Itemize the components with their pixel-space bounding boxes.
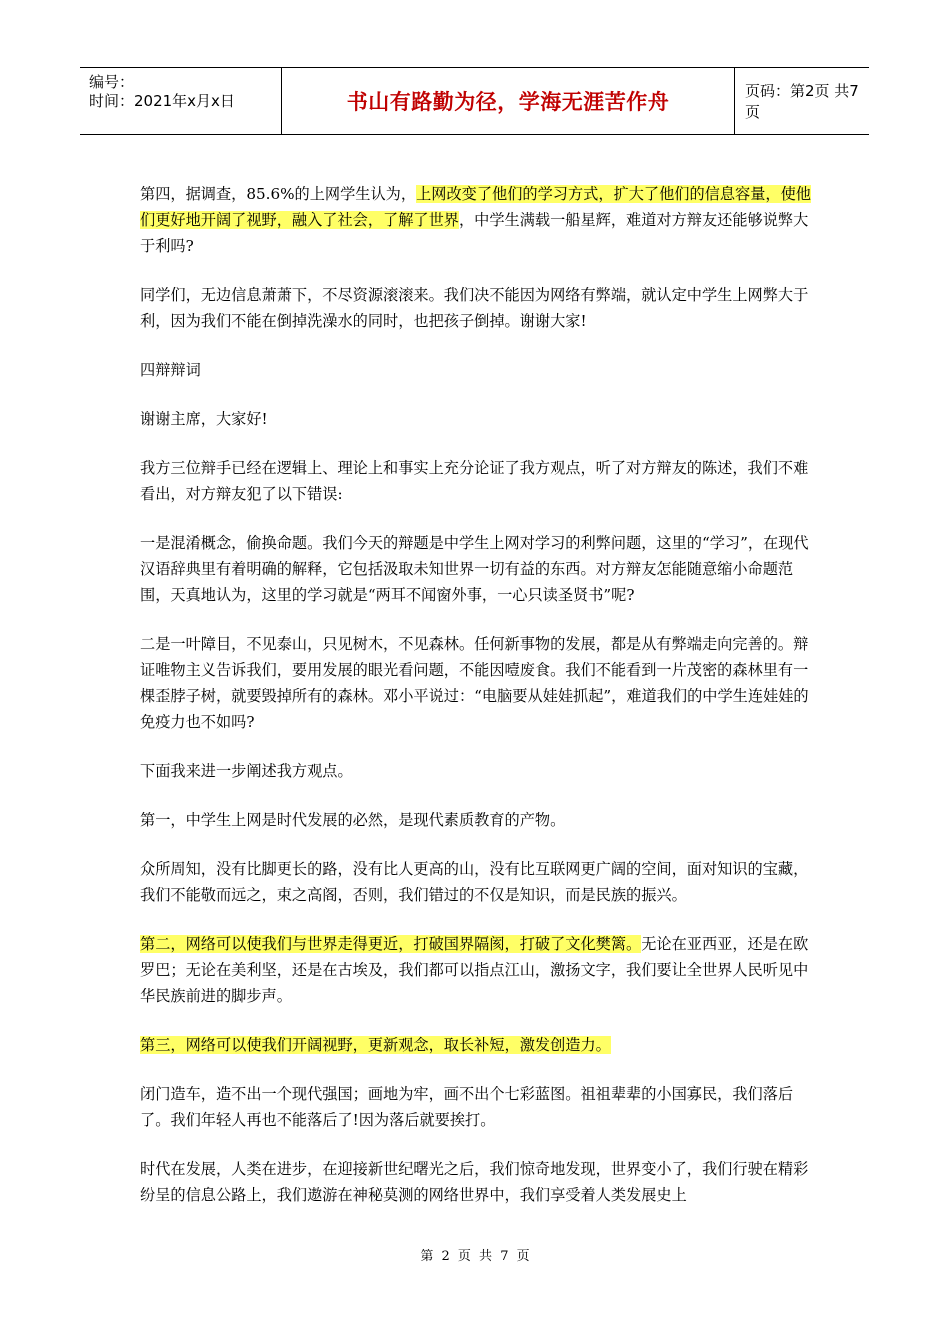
document-number: 编号： <box>89 73 135 91</box>
motto: 书山有路勤为径，学海无涯苦作舟 <box>346 90 670 114</box>
paragraph-text: ，中学生满载一船星辉，难道对方辩友还能够说弊大于利吗? <box>140 211 809 255</box>
paragraph: 同学们，无边信息萧萧下，不尽资源滚滚来。我们决不能因为网络有弊端，就认定中学生上网弊大于利，因为我们不能在倒掉洗澡水的同时，也把孩子倒掉。谢谢大家! <box>140 286 809 330</box>
highlighted-text: 第三，网络可以使我们开阔视野，更新观念，取长补短，激发创造力。 <box>140 1036 611 1054</box>
page-footer: 第 2 页 共 7 页 <box>420 1249 530 1264</box>
document-header <box>80 67 869 135</box>
paragraph: 众所周知，没有比脚更长的路，没有比人更高的山，没有比互联网更广阔的空间，面对知识的宝藏，我们不能敬而远之，束之高阁，否则，我们错过的不仅是知识，而是民族的振兴。 <box>140 860 809 904</box>
paragraph: 二是一叶障目，不见泰山，只见树木，不见森林。任何新事物的发展，都是从有弊端走向完善的。辩证唯物主义告诉我们，要用发展的眼光看问题，不能因噎废食。我们不能看到一片茂密的森林里有一棵歪脖子树，就要毁掉所有的森林。邓小平说过：“电脑要从娃娃抓起”，难道我们的中学生连娃娃的免疫力也不如吗? <box>140 635 809 731</box>
paragraph-text: 第四，据调查，85.6%的上网学生认为， <box>140 185 417 203</box>
header-motto-cell <box>281 68 735 134</box>
paragraph: 第一，中学生上网是时代发展的必然，是现代素质教育的产物。 <box>140 811 566 829</box>
document-date: 时间：2021年x月x日 <box>89 92 235 110</box>
highlighted-text: 第二，网络可以使我们与世界走得更近，打破国界隔阂，打破了文化樊篱。 <box>140 935 642 953</box>
paragraph: 时代在发展，人类在进步，在迎接新世纪曙光之后，我们惊奇地发现，世界变小了，我们行驶在精彩纷呈的信息公路上，我们遨游在神秘莫测的网络世界中，我们享受着人类发展史上 <box>140 1160 809 1204</box>
paragraph: 我方三位辩手已经在逻辑上、理论上和事实上充分论证了我方观点，听了对方辩友的陈述，我们不难看出，对方辩友犯了以下错误: <box>140 459 809 503</box>
paragraph <box>140 1032 820 1058</box>
header-page-info <box>735 68 869 134</box>
paragraph-text: 无论在亚西亚，还是在欧罗巴；无论在美利坚，还是在古埃及，我们都可以指点江山，激扬文字，我们要让全世界人民听见中华民族前进的脚步声。 <box>140 935 809 1005</box>
header-meta <box>80 68 281 134</box>
paragraph: 谢谢主席，大家好! <box>140 410 268 428</box>
page-label: 页码：第2页 共7页 <box>745 82 859 121</box>
document-body <box>140 181 820 1231</box>
paragraph <box>140 931 820 1009</box>
highlighted-text: 上网改变了他们的学习方式，扩大了他们的信息容量，使他们更好地开阔了视野，融入了社会，了解了世界 <box>140 185 811 229</box>
section-heading: 四辩辩词 <box>140 361 201 379</box>
paragraph <box>140 181 820 259</box>
paragraph: 下面我来进一步阐述我方观点。 <box>140 762 353 780</box>
paragraph: 闭门造车，造不出一个现代强国；画地为牢，画不出个七彩蓝图。祖祖辈辈的小国寡民，我们落后了。我们年轻人再也不能落后了!因为落后就要挨打。 <box>140 1085 794 1129</box>
paragraph: 一是混淆概念，偷换命题。我们今天的辩题是中学生上网对学习的利弊问题，这里的“学习”，在现代汉语辞典里有着明确的解释，它包括汲取未知世界一切有益的东西。对方辩友怎能随意缩小命题范围，天真地认为，这里的学习就是“两耳不闻窗外事，一心只读圣贤书”呢? <box>140 534 809 604</box>
